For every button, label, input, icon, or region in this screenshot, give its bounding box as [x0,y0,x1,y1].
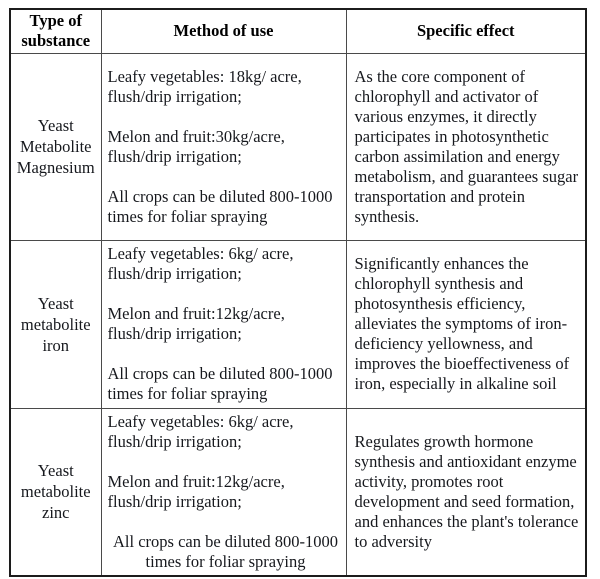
header-type-of-substance: Type of substance [10,9,101,53]
method-paragraph: Melon and fruit:12kg/acre, flush/drip irrigation; [107,471,285,511]
method-cell-zinc [101,408,346,576]
substance-cell-iron: Yeast metabolite iron [10,240,101,408]
table-row-iron [10,240,586,408]
effect-text: Regulates growth hormone synthesis and antioxidant enzyme activity, promotes root development and seed formation, and enhances the plant's tolerance to adversity [354,431,579,551]
method-paragraph: Melon and fruit:30kg/acre, flush/drip irrigation; [107,126,285,166]
method-cell-magnesium [101,53,346,240]
header-method-of-use: Method of use [101,9,346,53]
method-cell-iron [101,240,346,408]
method-paragraph: All crops can be diluted 800-1000 times for foliar spraying [113,531,338,571]
effect-cell-zinc [346,408,586,576]
effect-text: As the core component of chlorophyll and activator of various enzymes, it directly participates in photosynthetic carbon assimilation and energy metabolism, and guarantees sugar transportation and protein synthesis. [354,66,579,226]
header-row [10,9,586,53]
method-paragraph: Melon and fruit:12kg/acre, flush/drip irrigation; [107,304,285,343]
effect-cell-magnesium [346,53,586,240]
effect-cell-iron [346,240,586,408]
method-paragraph: Leafy vegetables: 6kg/ acre, flush/drip irrigation; [107,411,294,451]
table-row-magnesium [10,53,586,240]
effect-text: Significantly enhances the chlorophyll synthesis and photosynthesis efficiency, alleviates the symptoms of iron-deficiency yellowness, and improves the bioeffectiveness of iron, especially in alkaline soil [354,254,570,393]
method-paragraph: All crops can be diluted 800-1000 times for foliar spraying [107,364,333,403]
header-specific-effect: Specific effect [346,9,586,53]
method-paragraph: Leafy vegetables: 6kg/ acre, flush/drip irrigation; [107,244,294,283]
substance-cell-zinc: Yeast metabolite zinc [10,408,101,576]
substance-cell-magnesium: Yeast Metabolite Magnesium [10,53,101,240]
fertilizer-usage-table [9,8,587,577]
method-paragraph: All crops can be diluted 800-1000 times for foliar spraying [107,186,333,226]
method-paragraph: Leafy vegetables: 18kg/ acre, flush/drip irrigation; [107,66,302,106]
table-row-zinc [10,408,586,576]
